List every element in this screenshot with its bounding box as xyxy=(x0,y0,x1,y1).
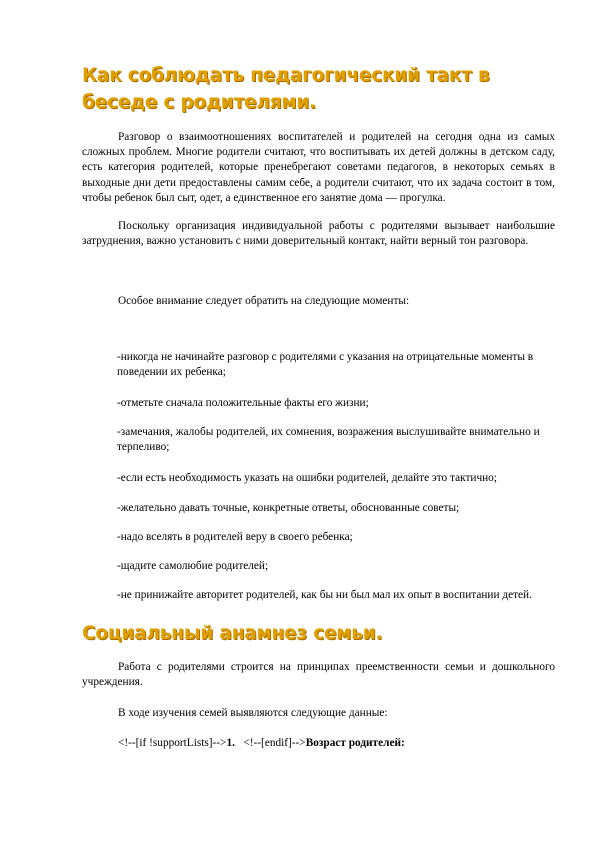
paragraph-special-attention: Особое внимание следует обратить на следующие моменты: xyxy=(118,295,410,307)
heading-social-anamnesis: Социальный анамнез семьи. xyxy=(82,623,383,644)
heading-pedagogical-tact: Как соблюдать педагогический такт в беседе с родителями. xyxy=(82,65,490,113)
list-number: 1. xyxy=(226,737,235,749)
paragraph-data-collected: В ходе изучения семей выявляются следующие данные: xyxy=(118,707,388,719)
list-item: -замечания, жалобы родителей, их сомнения, возражения выслушивайте внимательно и терпеливо; xyxy=(117,426,540,454)
list-item: -не принижайте авторитет родителей, как бы ни был мал их опыт в воспитании детей. xyxy=(117,589,532,601)
list-item: -надо вселять в родителей веру в своего ребенка; xyxy=(117,531,353,543)
list-item: -если есть необходимость указать на ошибки родителей, делайте это тактично; xyxy=(117,472,497,484)
list-item: -щадите самолюбие родителей; xyxy=(117,560,269,572)
paragraph-continuity: Работа с родителями строится на принципах преемственности семьи и дошкольного учреждения. xyxy=(82,661,555,689)
conditional-comment-open: <!--[if !supportLists]--> xyxy=(118,737,227,749)
list-item: -отметьте сначала положительные факты его жизни; xyxy=(117,397,369,409)
bold-item-title: Возраст родителей: xyxy=(305,737,405,749)
paragraph-relationships: Разговор о взаимоотношениях воспитателей и родителей на сегодня одна из самых сложных проблем. Многие родители считают, что воспитывать их детей должны в детском саду, есть категория родителей, которые пренебрегают советами педагогов, в некоторых семьях в выходные дни дети предоставлены самим себе, а родители считают, что их задача состоит в том, чтобы ребенок был сыт, одет, а единственное его занятие дома — прогулка. xyxy=(82,131,555,204)
list-item: -никогда не начинайте разговор с родителями с указания на отрицательные моменты в поведении их ребенка; xyxy=(117,351,534,379)
paragraph-individual-work: Поскольку организация индивидуальной работы с родителями вызывает наибольшие затруднения, важно установить с ними доверительный контакт, найти верный тон разговора. xyxy=(82,220,555,248)
conditional-comment-close: <!--[endif]--> xyxy=(234,737,306,749)
list-item: -желательно давать точные, конкретные ответы, обоснованные советы; xyxy=(117,502,460,514)
list-line-parent-age xyxy=(82,736,555,751)
